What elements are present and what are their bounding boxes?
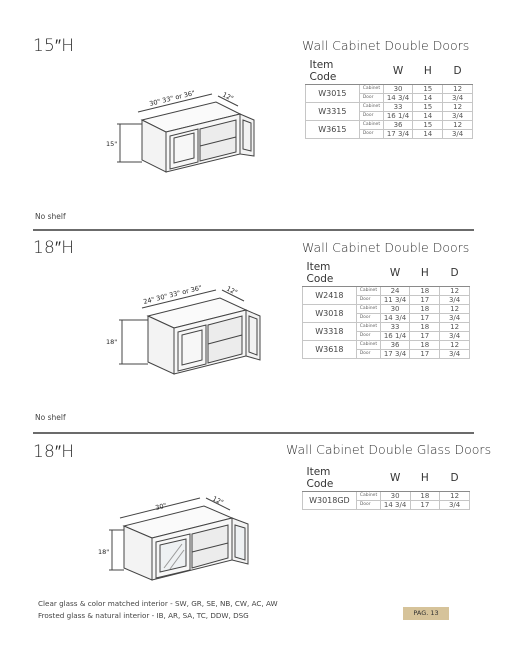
table-row (303, 323, 470, 332)
door-h: 17 (410, 332, 440, 341)
cabinet-w: 24 (380, 287, 410, 296)
cabinet-d: 12 (440, 323, 470, 332)
item-code: W3018 (303, 305, 357, 323)
item-code: W3315 (306, 103, 360, 121)
cabinet-h: 15 (413, 121, 443, 130)
row-label-cabinet: Cabinet (356, 341, 380, 350)
page-number-badge: PAG. 13 (403, 607, 449, 620)
header-d: D (440, 465, 470, 492)
row-label-door: Door (359, 112, 383, 121)
row-label-door: Door (356, 350, 380, 359)
cabinet-d: 12 (440, 305, 470, 314)
table-row (303, 341, 470, 350)
door-d: 3/4 (443, 112, 473, 121)
section-1-note: No shelf (35, 212, 66, 221)
door-w: 14 3/4 (380, 314, 410, 323)
section-1-height-title: 15″H (33, 36, 75, 56)
header-h: H (413, 58, 443, 85)
door-w: 14 3/4 (380, 501, 410, 510)
section-3-height-title: 18″H (33, 442, 75, 462)
door-h: 17 (410, 501, 440, 510)
drawing-width-label: 30" (154, 501, 168, 512)
cabinet-h: 18 (410, 341, 440, 350)
cabinet-d: 12 (440, 287, 470, 296)
door-w: 17 3/4 (383, 130, 413, 139)
row-label-cabinet: Cabinet (356, 492, 380, 501)
cabinet-d: 12 (443, 103, 473, 112)
item-code: W3018GD (303, 492, 357, 510)
item-code: W2418 (303, 287, 357, 305)
item-code: W3318 (303, 323, 357, 341)
cabinet-d: 12 (443, 121, 473, 130)
door-w: 11 3/4 (380, 296, 410, 305)
row-label-door: Door (356, 314, 380, 323)
drawing-height-label: 15" (106, 140, 118, 148)
door-h: 14 (413, 112, 443, 121)
row-label-door: Door (356, 332, 380, 341)
door-d: 3/4 (440, 501, 470, 510)
table-row (306, 121, 473, 130)
drawing-height-label: 18" (98, 548, 110, 556)
door-w: 16 1/4 (380, 332, 410, 341)
cabinet-drawing-18h-glass (98, 486, 274, 586)
cabinet-h: 18 (410, 287, 440, 296)
section-divider (33, 229, 474, 231)
table-row (306, 103, 473, 112)
door-h: 14 (413, 130, 443, 139)
footer-line-frosted-glass: Frosted glass & natural interior - IB, AR, SA, TC, DDW, DSG (38, 611, 249, 620)
drawing-height-label: 18" (106, 338, 118, 346)
table-row (303, 287, 470, 296)
door-h: 14 (413, 94, 443, 103)
section-2-spec-table (302, 260, 470, 359)
cabinet-w: 33 (380, 323, 410, 332)
cabinet-d: 12 (440, 492, 470, 501)
drawing-depth-label: 12" (211, 494, 225, 507)
table-row (306, 85, 473, 94)
cabinet-w: 30 (383, 85, 413, 94)
cabinet-h: 18 (410, 492, 440, 501)
header-item-code: Item Code (303, 465, 357, 492)
cabinet-w: 36 (380, 341, 410, 350)
header-h: H (410, 465, 440, 492)
cabinet-w: 33 (383, 103, 413, 112)
door-d: 3/4 (440, 296, 470, 305)
door-d: 3/4 (440, 350, 470, 359)
row-label-door: Door (359, 130, 383, 139)
door-d: 3/4 (443, 94, 473, 103)
section-1-subtitle: Wall Cabinet Double Doors (302, 38, 470, 53)
section-1-spec-table (305, 58, 473, 139)
door-d: 3/4 (440, 314, 470, 323)
row-label-cabinet: Cabinet (356, 323, 380, 332)
cabinet-d: 12 (440, 341, 470, 350)
section-2-height-title: 18″H (33, 238, 75, 258)
header-d: D (440, 260, 470, 287)
door-h: 17 (410, 314, 440, 323)
header-item-code: Item Code (303, 260, 357, 287)
row-label-cabinet: Cabinet (356, 287, 380, 296)
section-2-note: No shelf (35, 413, 66, 422)
section-2-subtitle: Wall Cabinet Double Doors (302, 240, 470, 255)
cabinet-w: 36 (383, 121, 413, 130)
door-d: 3/4 (443, 130, 473, 139)
cabinet-drawing-15h (98, 74, 268, 184)
cabinet-h: 18 (410, 305, 440, 314)
row-label-cabinet: Cabinet (356, 305, 380, 314)
item-code: W3615 (306, 121, 360, 139)
cabinet-d: 12 (443, 85, 473, 94)
footer-line-clear-glass: Clear glass & color matched interior - SW, GR, SE, NB, CW, AC, AW (38, 599, 278, 608)
section-3-spec-table (302, 465, 470, 510)
drawing-width-label: 30" 33" or 36" (148, 88, 196, 108)
section-divider (33, 432, 474, 434)
cabinet-drawing-18h (104, 268, 274, 383)
door-h: 17 (410, 350, 440, 359)
door-w: 17 3/4 (380, 350, 410, 359)
header-h: H (410, 260, 440, 287)
header-w: W (383, 58, 413, 85)
cabinet-h: 15 (413, 103, 443, 112)
door-h: 17 (410, 296, 440, 305)
cabinet-h: 15 (413, 85, 443, 94)
table-row (303, 492, 470, 501)
door-w: 16 1/4 (383, 112, 413, 121)
row-label-cabinet: Cabinet (359, 85, 383, 94)
row-label-door: Door (356, 501, 380, 510)
row-label-cabinet: Cabinet (359, 121, 383, 130)
section-3-subtitle: Wall Cabinet Double Glass Doors (286, 442, 492, 457)
door-w: 14 3/4 (383, 94, 413, 103)
item-code: W3618 (303, 341, 357, 359)
header-w: W (380, 465, 410, 492)
footer-notes (38, 598, 278, 622)
cabinet-w: 30 (380, 492, 410, 501)
header-item-code: Item Code (306, 58, 360, 85)
item-code: W3015 (306, 85, 360, 103)
header-d: D (443, 58, 473, 85)
cabinet-w: 30 (380, 305, 410, 314)
header-w: W (380, 260, 410, 287)
door-d: 3/4 (440, 332, 470, 341)
row-label-door: Door (356, 296, 380, 305)
drawing-depth-label: 12" (221, 90, 235, 103)
row-label-door: Door (359, 94, 383, 103)
cabinet-h: 18 (410, 323, 440, 332)
drawing-width-label: 24" 30" 33" or 36" (142, 283, 203, 306)
drawing-depth-label: 12" (225, 284, 239, 297)
table-row (303, 305, 470, 314)
row-label-cabinet: Cabinet (359, 103, 383, 112)
